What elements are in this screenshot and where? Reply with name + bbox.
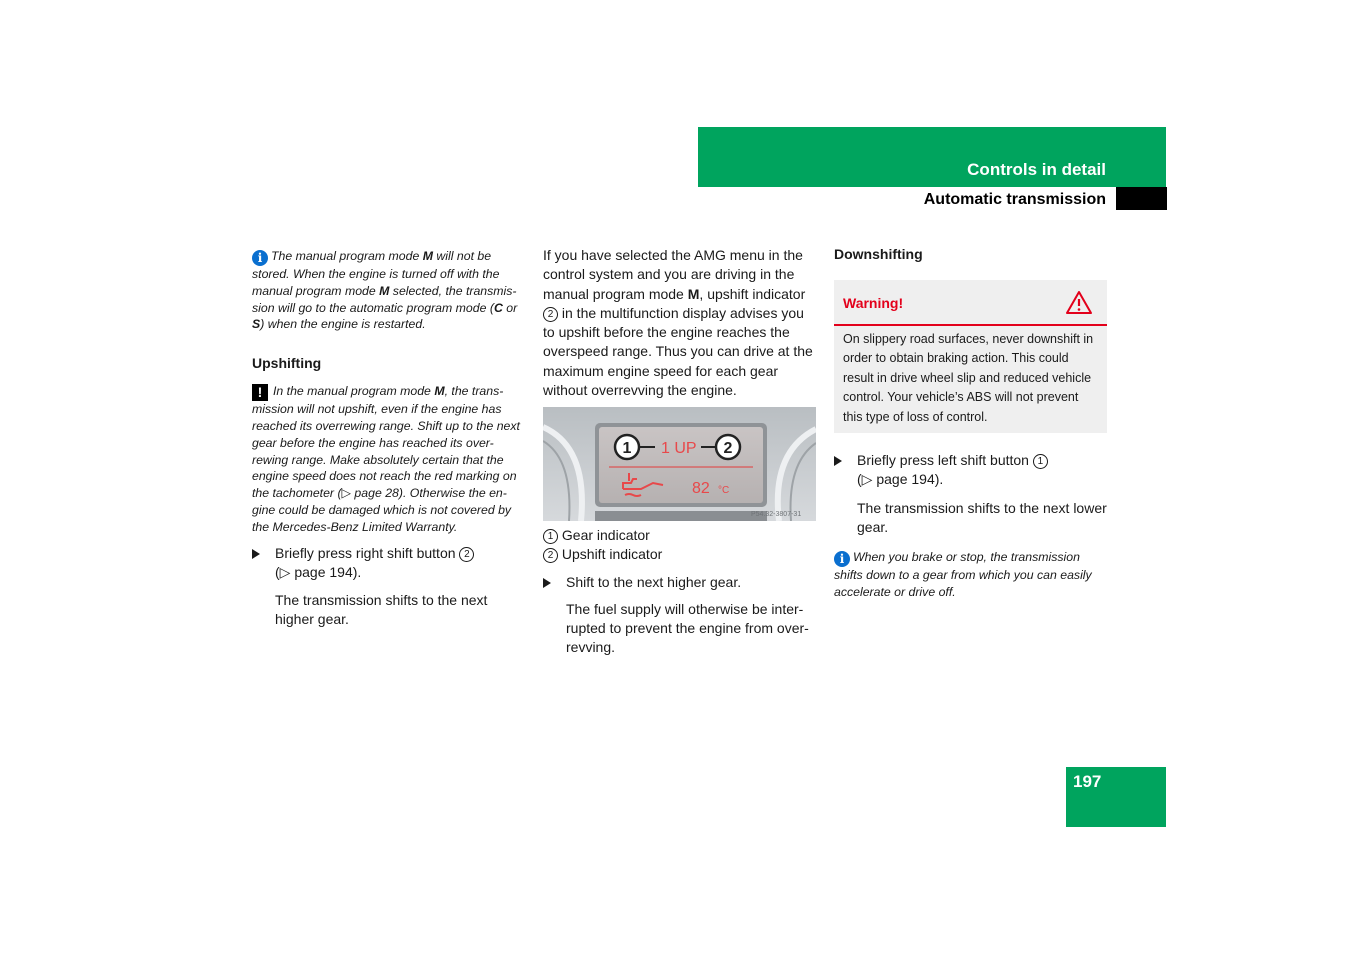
result-text: The transmission shifts to the next higher gear. xyxy=(275,592,488,628)
bullet-arrow-icon xyxy=(252,549,260,559)
callout-number: 2 xyxy=(543,307,558,322)
info-note-brake: i When you brake or stop, the transmission shifts down to a gear from which you can easily accelerate or drive off. xyxy=(834,550,1092,599)
oil-temp-value: 82 xyxy=(692,480,710,497)
result-text: The transmission shifts to the next lower gear. xyxy=(857,499,1107,535)
step-shift-higher: Shift to the next higher gear. xyxy=(543,573,817,592)
column-left xyxy=(252,248,527,630)
section-title: Controls in detail xyxy=(967,160,1106,179)
callout-number: 1 xyxy=(543,529,558,544)
callout-1-label: 1 xyxy=(622,440,632,457)
legend-item: 1 Gear indicator xyxy=(543,526,817,545)
amg-intro-paragraph: If you have selected the AMG menu in the control system and you are driving in the manual program mode M, upshift indicator 2 in the multifunction display advises you to upshift before the engine reaches the overspeed range. Thus you can drive at the maximum engine speed for each gear without overrevving the engine. xyxy=(543,247,813,399)
warning-label: Warning! xyxy=(843,295,904,311)
exclamation-icon: ! xyxy=(252,384,268,401)
warning-header xyxy=(834,280,1107,326)
bullet-arrow-icon xyxy=(543,578,551,588)
step-press-left-shift: Briefly press left shift button 1 (▷ page 194). xyxy=(834,451,1109,490)
warning-box xyxy=(834,280,1107,433)
header-tab-marker xyxy=(1116,187,1167,210)
column-middle-lower xyxy=(543,526,817,658)
gear-indicator-text: 1 UP xyxy=(661,440,697,457)
info-note-manual-mode: i The manual program mode M will not be stored. When the engine is turned off with the manual program mode M selected, the transmis-sion will go to the automatic program mode (C or S) when the engine is restarted. xyxy=(252,249,518,332)
page-number: 197 xyxy=(1073,772,1102,791)
column-middle xyxy=(543,246,817,400)
info-icon: i xyxy=(252,250,268,266)
info-icon: i xyxy=(834,551,850,567)
result-text: The fuel supply will otherwise be inter-rupted to prevent the engine from over-revving. xyxy=(566,600,809,656)
oil-temp-unit: °C xyxy=(718,485,730,496)
multifunction-display-photo xyxy=(543,407,816,521)
bullet-arrow-icon xyxy=(834,456,842,466)
downshifting-heading: Downshifting xyxy=(834,246,923,262)
image-reference-code: P54.32-3807-31 xyxy=(751,511,802,518)
callout-number: 2 xyxy=(543,548,558,563)
callout-number: 1 xyxy=(1033,454,1048,469)
step-press-right-shift: Briefly press right shift button 2 (▷ page 194). xyxy=(252,544,527,583)
upshifting-heading: Upshifting xyxy=(252,355,322,372)
warning-text: On slippery road surfaces, never downshift in order to obtain braking action. This could result in drive wheel slip and reduced vehicle control. Your vehicle’s ABS will not prevent this type of loss of control. xyxy=(843,332,1094,424)
callout-number: 2 xyxy=(459,547,474,562)
callout-2-label: 2 xyxy=(723,440,733,457)
subsection-title: Automatic transmission xyxy=(923,191,1106,208)
column-right-lower xyxy=(834,451,1109,601)
caution-note-upshift: ! In the manual program mode M, the trans-mission will not upshift, even if the engine has reached its overrewing range. Shift up to the next gear before the engine has reached its over-rewing range. Make absolutely certain that the engine speed does not reach the red marking on the tachometer (▷ page 28). Otherwise the en-gine could be damaged which is not covered by the Mercedes-Benz Limited Warranty. xyxy=(252,384,520,534)
legend-item: 2 Upshift indicator xyxy=(543,545,817,564)
warning-triangle-icon xyxy=(1065,290,1093,315)
